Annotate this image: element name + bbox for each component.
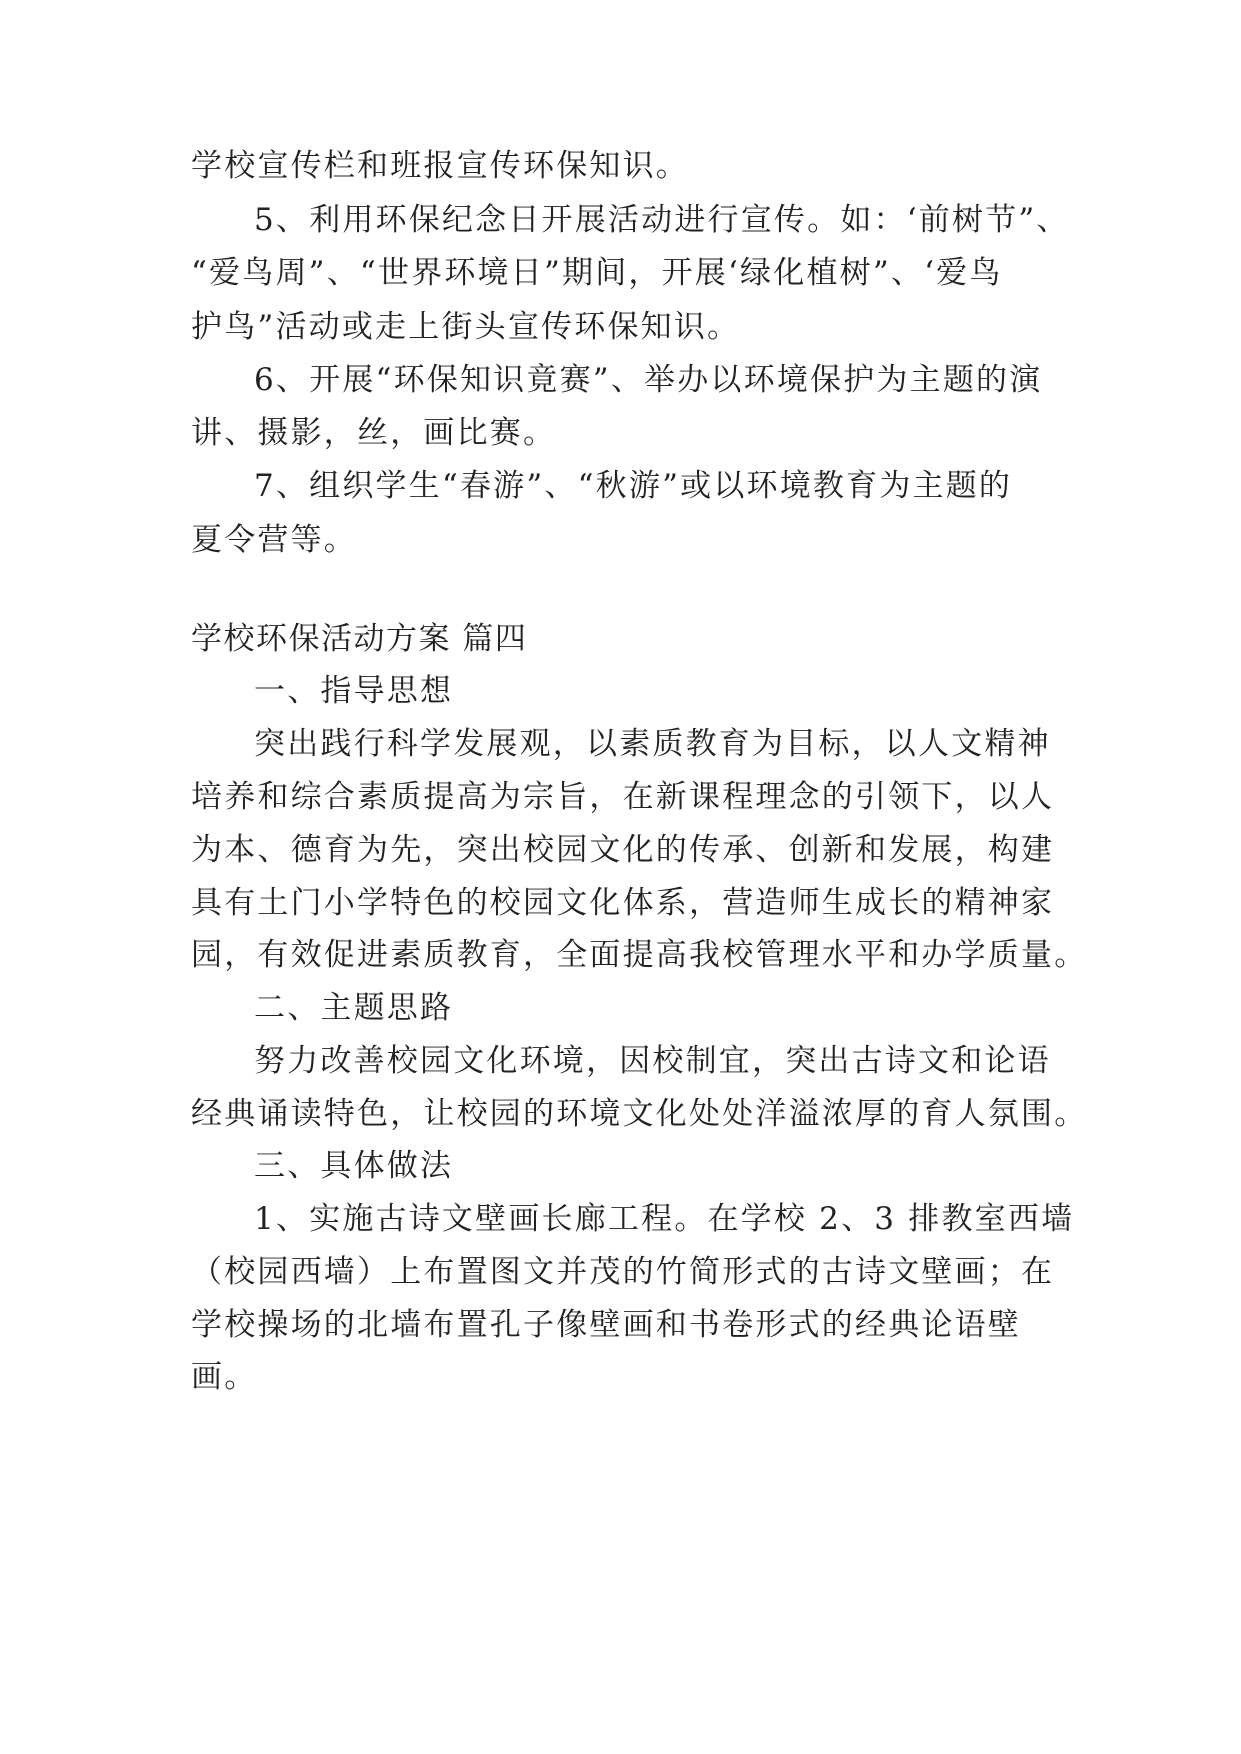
paragraph-line: 努力改善校园文化环境，因校制宜，突出古诗文和论语 — [254, 1043, 1051, 1079]
paragraph-line: 经典诵读特色，让校园的环境文化处处洋溢浓厚的育人氛围。 — [191, 1096, 1088, 1132]
list-item-5: 5、利用环保纪念日开展活动进行宣传。如：‘前树节”、 — [254, 202, 1070, 238]
paragraph-line: 为本、德育为先，突出校园文化的传承、创新和发展，构建 — [191, 832, 1055, 868]
text-line: 护鸟”活动或走上街头宣传环保知识。 — [191, 309, 741, 345]
list-item-1: 1、实施古诗文壁画长廊工程。在学校 2、3 排教室西墙 — [254, 1201, 1075, 1237]
section-title: 学校环保活动方案 篇四 — [191, 621, 528, 657]
paragraph-line: 突出践行科学发展观，以素质教育为目标，以人文精神 — [254, 726, 1051, 762]
paragraph-line: 培养和综合素质提高为宗旨，在新课程理念的引领下，以人 — [191, 779, 1055, 815]
paragraph-line: 具有土门小学特色的校园文化体系，营造师生成长的精神家 — [191, 885, 1055, 921]
list-item-6: 6、开展“环保知识竟赛”、举办以环境保护为主题的演 — [254, 362, 1043, 398]
text-line: “爱鸟周”、“世界环境日”期间，开展‘绿化植树”、‘爱鸟 — [191, 255, 1003, 291]
text-line: 学校宣传栏和班报宣传环保知识。 — [191, 148, 689, 184]
text-line: 夏令营等。 — [191, 522, 357, 558]
subheading-theme: 二、主题思路 — [254, 990, 454, 1026]
text-line: 讲、摄影，丝，画比赛。 — [191, 415, 557, 451]
paragraph-line: 画。 — [191, 1359, 258, 1395]
subheading-guiding-ideas: 一、指导思想 — [254, 673, 454, 709]
paragraph-line: （校园西墙）上布置图文并茂的竹简形式的古诗文壁画；在 — [191, 1254, 1055, 1290]
paragraph-line: 园，有效促进素质教育，全面提高我校管理水平和办学质量。 — [191, 937, 1088, 973]
subheading-methods: 三、具体做法 — [254, 1148, 454, 1184]
list-item-7: 7、组织学生“春游”、“秋游”或以环境教育为主题的 — [254, 468, 1013, 504]
paragraph-line: 学校操场的北墙布置孔子像壁画和书卷形式的经典论语壁 — [191, 1307, 1021, 1343]
